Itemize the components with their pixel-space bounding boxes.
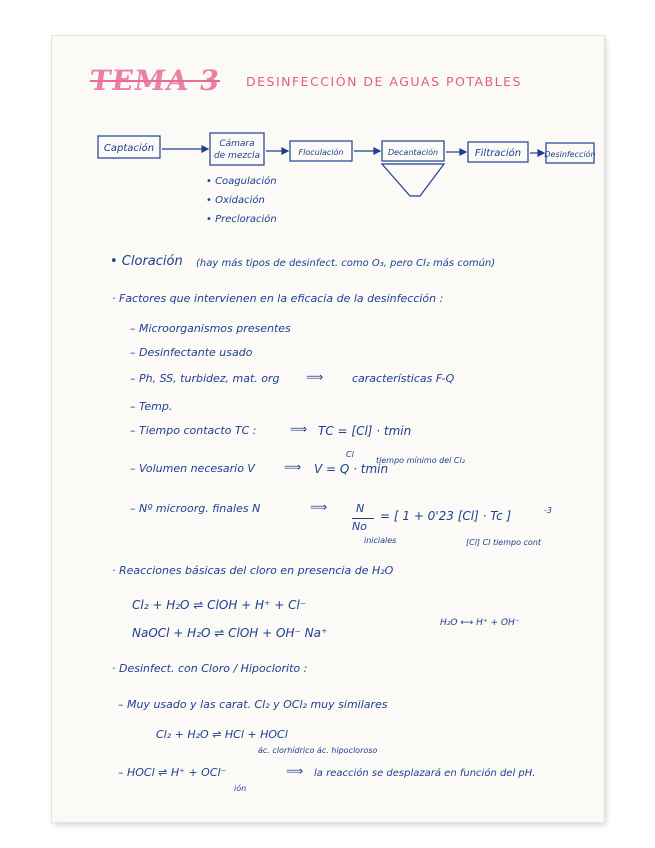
cloracion-note: (hay más tipos de desinfect. como O₃, pero Cl₂ más común) bbox=[196, 258, 496, 269]
flow-box-label-camara-mezcla-2: de mezcla bbox=[213, 151, 261, 161]
factor-volumen-arrow: ⟹ bbox=[284, 460, 302, 474]
desinfect-equation-note: ác. clorhídrico ác. hipocloroso bbox=[258, 746, 378, 755]
flow-box-label-desinfeccion: Desinfección bbox=[544, 150, 596, 159]
flow-arrowhead-3 bbox=[374, 148, 380, 154]
factor-microorg-arrow: ⟹ bbox=[310, 500, 328, 514]
factor-volumen-formula: V = Q · tmin bbox=[314, 462, 389, 476]
flow-box-label-floculacion: Floculación bbox=[298, 148, 344, 157]
factor-desinfectante: – Desinfectante usado bbox=[130, 346, 253, 359]
flow-box-label-camara-mezcla-1: Cámara bbox=[219, 139, 255, 149]
fraction-numerator: N bbox=[356, 502, 365, 515]
desinfect-header: · Desinfect. con Cloro / Hipoclorito : bbox=[112, 662, 308, 675]
desinfect-line-3: – HOCl ⇌ H⁺ + OCl⁻ bbox=[118, 766, 227, 779]
flow-arrowhead-5 bbox=[538, 150, 544, 156]
factor-microorganismos: – Microorganismos presentes bbox=[130, 322, 291, 335]
fraction-bar bbox=[352, 518, 374, 519]
reaction-side-note: H₂O ⟷ H⁺ + OH⁻ bbox=[440, 618, 520, 628]
flow-subitem-coagulacion: • Coagulación bbox=[206, 176, 277, 187]
page-title: DESINFECCIÓN DE AGUAS POTABLES bbox=[246, 74, 522, 89]
factor-tc-arrow: ⟹ bbox=[290, 422, 308, 436]
factor-ph: – Ph, SS, turbidez, mat. org bbox=[130, 372, 280, 385]
flow-box-label-captacion: Captación bbox=[103, 143, 155, 154]
heading-cloracion: • Cloración bbox=[110, 254, 183, 269]
flow-box-label-decantacion: Decantación bbox=[387, 148, 439, 157]
desinfect-line-3-arrow: ⟹ bbox=[286, 764, 304, 778]
flow-box-label-filtracion: Filtración bbox=[474, 148, 522, 159]
factor-temp: – Temp. bbox=[130, 400, 173, 413]
desinfect-equation: Cl₂ + H₂O ⇌ HCl + HOCl bbox=[156, 728, 288, 741]
decantation-funnel bbox=[382, 164, 444, 196]
factor-tc-formula: TC = [Cl] · tmin bbox=[318, 424, 412, 438]
reacciones-header: · Reacciones básicas del cloro en presencia de H₂O bbox=[112, 564, 394, 577]
factor-microorg-iniciales: iniciales bbox=[364, 536, 397, 545]
factor-microorg-formula: = [ 1 + 0'23 [Cl] · Tc ] bbox=[380, 509, 512, 523]
title-tema: TEMA 3 bbox=[87, 64, 223, 97]
flow-arrowhead-4 bbox=[460, 149, 466, 155]
factor-volumen: – Volumen necesario V bbox=[130, 462, 255, 475]
reaction-1: Cl₂ + H₂O ⇌ ClOH + H⁺ + Cl⁻ bbox=[132, 598, 307, 612]
flow-arrowhead-1 bbox=[202, 146, 208, 152]
factor-tiempo-contacto: – Tiempo contacto TC : bbox=[130, 424, 257, 437]
factor-ph-result: características F-Q bbox=[352, 372, 455, 385]
desinfect-ion-note: ión bbox=[234, 784, 247, 793]
factor-microorg-note: [Cl] Cl tiempo cont bbox=[466, 538, 542, 547]
factor-ph-arrow: ⟹ bbox=[306, 370, 324, 384]
factor-tc-note-cl: Cl bbox=[346, 450, 354, 459]
flow-arrowhead-2 bbox=[282, 148, 288, 154]
reaction-2: NaOCl + H₂O ⇌ ClOH + OH⁻ Na⁺ bbox=[132, 626, 328, 640]
desinfect-line-1: – Muy usado y las carat. Cl₂ y OCl₂ muy similares bbox=[118, 698, 388, 711]
desinfect-line-3-note: la reacción se desplazará en función del pH. bbox=[314, 768, 536, 779]
fraction-denominator: No bbox=[352, 520, 367, 533]
factor-microorg-finales: – Nº microorg. finales N bbox=[130, 502, 261, 515]
factor-tc-note-t: tiempo mínimo del Cl₂ bbox=[376, 456, 465, 465]
factores-header: · Factores que intervienen en la eficacia de la desinfección : bbox=[112, 292, 444, 305]
flow-subitem-precloracion: • Precloración bbox=[206, 214, 277, 225]
factor-microorg-exponent: -3 bbox=[544, 506, 552, 515]
flow-subitem-oxidacion: • Oxidación bbox=[206, 195, 265, 206]
